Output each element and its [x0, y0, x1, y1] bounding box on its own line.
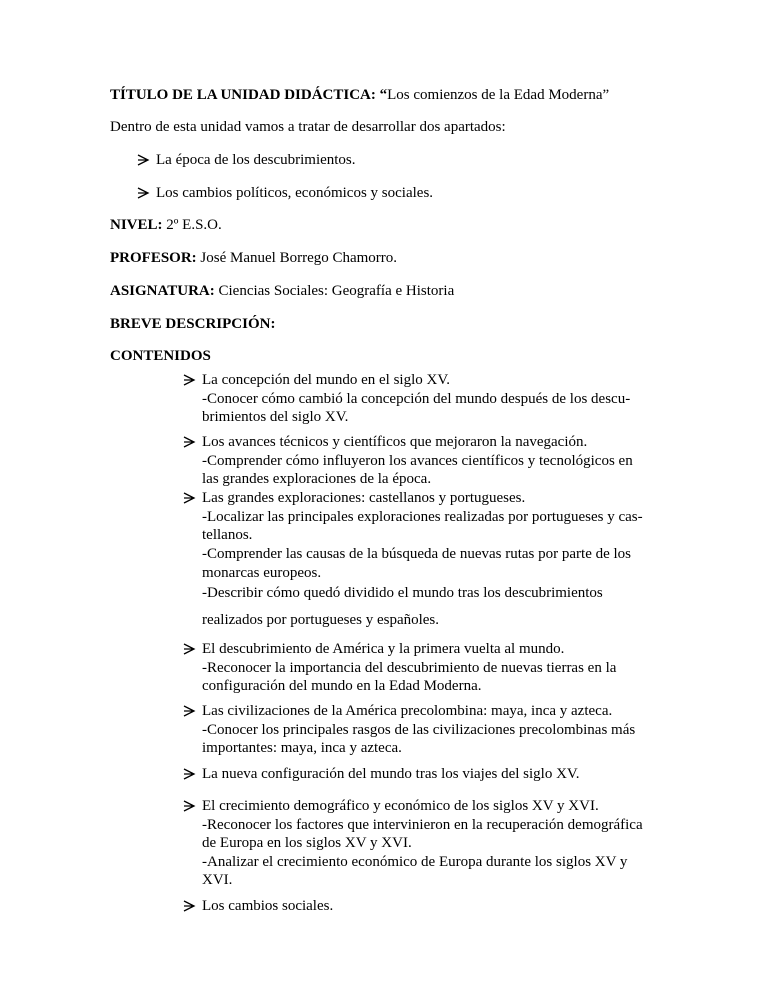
contenido-line: las grandes exploraciones de la época. [202, 471, 432, 487]
contenido-line: -Reconocer la importancia del descubrimiento de nuevas tierras en la [202, 659, 617, 676]
nivel-line [110, 216, 222, 235]
arrow-bullet-icon [182, 371, 196, 389]
asignatura-value: Ciencias Sociales: Geografía e Historia [218, 283, 455, 299]
contenido-line: de Europa en los siglos XV y XVI. [202, 835, 412, 851]
contenido-line: -Conocer cómo cambió la concepción del mundo después de los descu- [202, 390, 631, 407]
contenido-line: importantes: maya, inca y azteca. [202, 740, 402, 756]
contenido-item [202, 897, 333, 916]
contenido-line: La concepción del mundo en el siglo XV. [202, 372, 450, 388]
contenido-item [202, 371, 630, 427]
contenido-line: -Describir cómo quedó dividido el mundo tras los descubrimientos [202, 585, 603, 601]
asignatura-line [110, 282, 454, 301]
unit-title [110, 86, 609, 105]
contenido-line: -Reconocer los factores que intervinieron en la recuperación demográfica [202, 816, 643, 833]
contenido-line: Los cambios sociales. [202, 898, 334, 914]
apartado-text: Los cambios políticos, económicos y sociales. [156, 185, 434, 201]
contenido-line: Las civilizaciones de la América precolombina: maya, inca y azteca. [202, 703, 613, 719]
unit-title-label: TÍTULO DE LA UNIDAD DIDÁCTICA: [110, 87, 376, 103]
apartado-item [156, 184, 433, 203]
contenido-line: -Conocer los principales rasgos de las civilizaciones precolombinas más [202, 721, 636, 738]
breve-descripcion-heading: BREVE DESCRIPCIÓN: [110, 316, 276, 332]
contenido-item [202, 702, 635, 758]
arrow-bullet-icon [182, 433, 196, 451]
nivel-label: NIVEL: [110, 217, 163, 233]
apartado-text: La época de los descubrimientos. [156, 152, 356, 168]
apartado-item [156, 151, 356, 170]
contenido-line: XVI. [202, 872, 233, 888]
contenido-line: configuración del mundo en la Edad Moderna. [202, 678, 482, 694]
contenido-line: -Comprender las causas de la búsqueda de nuevas rutas por parte de los [202, 546, 632, 562]
contenido-line: Las grandes exploraciones: castellanos y portugueses. [202, 490, 526, 506]
contenido-line: El descubrimiento de América y la primera vuelta al mundo. [202, 641, 565, 657]
contenido-line: -Analizar el crecimiento económico de Europa durante los siglos XV y [202, 853, 628, 870]
contenido-item [202, 765, 580, 784]
contenidos-heading: CONTENIDOS [110, 348, 211, 364]
profesor-label: PROFESOR: [110, 250, 197, 266]
arrow-bullet-icon [182, 765, 196, 783]
arrow-bullet-icon [182, 897, 196, 915]
profesor-line [110, 249, 397, 268]
contenido-line: brimientos del siglo XV. [202, 409, 349, 425]
contenido-item [202, 489, 643, 545]
arrow-bullet-icon [182, 640, 196, 658]
contenido-line: -Localizar las principales exploraciones realizadas por portugueses y cas- [202, 508, 643, 525]
contenido-item [202, 797, 643, 890]
contenido-line: La nueva configuración del mundo tras los viajes del siglo XV. [202, 766, 580, 782]
unit-title-quote: “ [379, 87, 388, 103]
contenido-line: Los avances técnicos y científicos que mejoraron la navegación. [202, 434, 588, 450]
contenido-extra [202, 545, 631, 582]
contenido-line: monarcas europeos. [202, 564, 322, 581]
nivel-value: 2º E.S.O. [166, 217, 222, 233]
asignatura-label: ASIGNATURA: [110, 283, 215, 299]
contenido-item [202, 433, 633, 489]
contenido-line: -Comprender cómo influyeron los avances científicos y tecnológicos en [202, 452, 633, 469]
contenido-item [202, 640, 616, 696]
arrow-bullet-icon [136, 184, 150, 202]
intro-text: Dentro de esta unidad vamos a tratar de desarrollar dos apartados: [110, 119, 506, 135]
profesor-value: José Manuel Borrego Chamorro. [200, 250, 398, 266]
contenido-line: El crecimiento demográfico y económico de los siglos XV y XVI. [202, 798, 599, 814]
arrow-bullet-icon [182, 797, 196, 815]
contenido-line: realizados por portugueses y españoles. [202, 612, 440, 628]
arrow-bullet-icon [182, 702, 196, 720]
contenido-line: tellanos. [202, 527, 253, 543]
arrow-bullet-icon [182, 489, 196, 507]
unit-title-value: Los comienzos de la Edad Moderna” [387, 87, 610, 103]
arrow-bullet-icon [136, 151, 150, 169]
